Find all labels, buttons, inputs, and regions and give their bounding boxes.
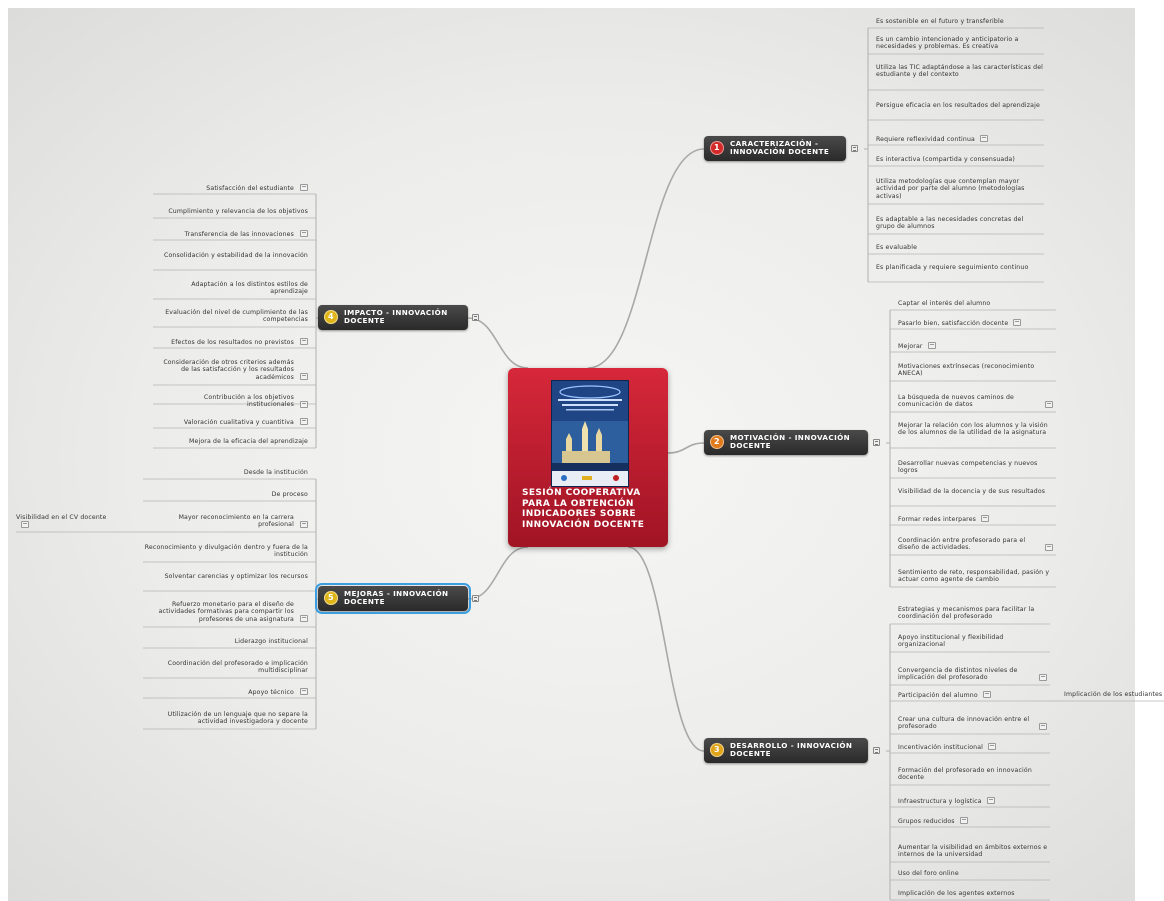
subtopic[interactable]: [876, 102, 1044, 109]
branch-desarrollo[interactable]: [704, 738, 868, 763]
subtopic[interactable]: [898, 300, 1056, 307]
subtopic[interactable]: [143, 469, 308, 476]
subtopic-label: Uso del foro online: [898, 870, 959, 877]
central-topic[interactable]: [508, 368, 668, 547]
subtopic[interactable]: [143, 514, 308, 529]
subtopic-label: Es adaptable a las necesidades concretas del grupo de alumnos: [876, 216, 1024, 231]
branch-connector: [468, 318, 528, 368]
subtopic[interactable]: [898, 460, 1056, 475]
note-icon[interactable]: [300, 418, 308, 425]
subtopic[interactable]: [898, 569, 1056, 584]
branch-connector: [668, 443, 704, 453]
subtopic-label: Utiliza las TIC adaptándose a las características del estudiante y del contexto: [876, 64, 1044, 79]
subtopic[interactable]: [898, 667, 1050, 682]
subtopic[interactable]: [898, 844, 1050, 859]
subtopic-label: Satisfacción del estudiante: [206, 184, 294, 192]
subtopic-label: Crear una cultura de innovación entre el profesorado: [898, 716, 1030, 731]
collapse-toggle-icon[interactable]: [472, 595, 479, 602]
subtopic-label: Adaptación a los distintos estilos de aprendizaje: [191, 281, 308, 296]
sub-subtopic-label: Visibilidad en el CV docente: [16, 514, 107, 521]
branch-label: MOTIVACIÓN - INNOVACIÓN DOCENTE: [730, 433, 851, 451]
subtopic-label: Coordinación del profesorado e implicación multidisciplinar: [167, 660, 308, 675]
subtopic-label: Formar redes interpares: [898, 515, 977, 523]
branch-connector: [588, 149, 704, 368]
branch-connector: [468, 547, 528, 599]
subtopic[interactable]: [898, 817, 1050, 825]
subtopic[interactable]: [876, 264, 1044, 271]
subtopic-label: Liderazgo institucional: [234, 638, 308, 645]
subtopic[interactable]: [898, 743, 1050, 751]
subtopic[interactable]: [876, 216, 1044, 231]
subtopic[interactable]: [143, 688, 308, 696]
subtopic[interactable]: [153, 418, 308, 426]
priority-4-icon: 4: [324, 310, 338, 324]
subtopic[interactable]: [153, 438, 308, 445]
subtopic-label: Solventar carencias y optimizar los recursos: [164, 573, 308, 580]
subtopic[interactable]: [153, 309, 308, 324]
subtopic[interactable]: [898, 606, 1050, 621]
subtopic[interactable]: [898, 422, 1056, 437]
priority-5-icon: 5: [324, 591, 338, 605]
subtopic-label: Incentivación institucional: [898, 743, 984, 751]
branch-connector: [628, 547, 704, 751]
subtopic-label: De proceso: [271, 491, 308, 498]
collapse-toggle-icon[interactable]: [472, 314, 479, 321]
conference-poster-image: [551, 380, 629, 487]
subtopic-label: Coordinación entre profesorado para el diseño de actividades.: [898, 537, 1026, 552]
subtopic[interactable]: [143, 573, 308, 580]
subtopic[interactable]: [153, 281, 308, 296]
subtopic-label: Apoyo institucional y flexibilidad organizacional: [898, 634, 1004, 649]
subtopic[interactable]: [153, 230, 308, 238]
subtopic[interactable]: [898, 342, 1056, 350]
subtopic[interactable]: [876, 244, 1044, 251]
note-icon[interactable]: [21, 521, 29, 528]
branch-mejoras[interactable]: [318, 586, 468, 611]
subtopic[interactable]: [898, 319, 1056, 327]
subtopic-label: Consolidación y estabilidad de la innovación: [164, 252, 308, 259]
subtopic[interactable]: [898, 691, 1050, 699]
note-icon[interactable]: [1045, 544, 1053, 551]
sub-subtopic[interactable]: [1064, 691, 1164, 698]
subtopic-label: Apoyo técnico: [248, 688, 294, 696]
priority-2-icon: 2: [710, 435, 724, 449]
subtopic[interactable]: [898, 537, 1056, 552]
subtopic-label: Mejora de la eficacia del aprendizaje: [189, 438, 308, 445]
subtopic[interactable]: [898, 716, 1050, 731]
subtopic[interactable]: [898, 890, 1050, 897]
note-icon[interactable]: [300, 521, 308, 528]
subtopic[interactable]: [876, 178, 1044, 200]
subtopic-label: Efectos de los resultados no previstos: [171, 338, 294, 346]
branch-label: IMPACTO - INNOVACIÓN DOCENTE: [344, 308, 448, 326]
poster-art: [552, 381, 628, 486]
subtopic-label: Requiere reflexividad continua: [876, 135, 975, 143]
note-icon[interactable]: [300, 338, 308, 345]
subtopic-label: Persigue eficacia en los resultados del aprendizaje: [876, 102, 1040, 109]
subtopic-label: Evaluación del nivel de cumplimiento de las competencias: [165, 309, 308, 324]
note-icon[interactable]: [988, 743, 996, 750]
subtopic[interactable]: [143, 601, 308, 623]
note-icon[interactable]: [980, 135, 988, 142]
branch-label: DESARROLLO - INNOVACIÓN DOCENTE: [730, 741, 853, 759]
subtopic-label: Es interactiva (compartida y consensuada): [876, 156, 1015, 163]
collapse-toggle-icon[interactable]: [873, 747, 880, 754]
subtopic-label: Infraestructura y logística: [898, 797, 982, 805]
subtopic-label: Convergencia de distintos niveles de implicación del profesorado: [898, 667, 1018, 682]
priority-3-icon: 3: [710, 743, 724, 757]
subtopic[interactable]: [153, 252, 308, 259]
subtopic-label: Aumentar la visibilidad en ámbitos externos e internos de la universidad: [898, 844, 1048, 859]
subtopic-label: Grupos reducidos: [898, 817, 955, 825]
central-topic-title: SESIÓN COOPERATIVA PARA LA OBTENCIÓN INDICADORES SOBRE INNOVACIÓN DOCENTE: [522, 488, 645, 530]
subtopic[interactable]: [143, 660, 308, 675]
subtopic[interactable]: [876, 135, 1044, 143]
note-icon[interactable]: [1045, 401, 1053, 408]
note-icon[interactable]: [300, 615, 308, 622]
subtopic[interactable]: [898, 797, 1050, 805]
subtopic[interactable]: [876, 156, 1044, 163]
subtopic[interactable]: [898, 767, 1050, 782]
subtopic[interactable]: [898, 515, 1056, 523]
subtopic-label: Cumplimiento y relevancia de los objetivos: [168, 208, 308, 215]
subtopic-label: Sentimiento de reto, responsabilidad, pasión y actuar como agente de cambio: [898, 569, 1050, 584]
collapse-toggle-icon[interactable]: [873, 439, 880, 446]
subtopic-label: Es un cambio intencionado y anticipatorio a necesidades y problemas. Es creativa: [876, 36, 1019, 51]
subtopic[interactable]: [876, 18, 1044, 25]
subtopic[interactable]: [143, 491, 308, 498]
subtopic-label: Motivaciones extrínsecas (reconocimiento ANECA): [898, 363, 1035, 378]
subtopic[interactable]: [143, 711, 308, 726]
subtopic-label: Desde la institución: [243, 469, 308, 476]
subtopic[interactable]: [898, 394, 1056, 409]
subtopic[interactable]: [898, 870, 1050, 877]
subtopic-label: Refuerzo monetario para el diseño de actividades formativas para compartir los profesores de una asignatura: [158, 601, 294, 623]
branch-label: MEJORAS - INNOVACIÓN DOCENTE: [344, 589, 449, 607]
subtopic[interactable]: [143, 544, 308, 559]
sub-subtopic[interactable]: [16, 514, 116, 529]
note-icon[interactable]: [981, 515, 989, 522]
subtopic-label: Mejorar: [898, 342, 923, 350]
subtopic-label: Formación del profesorado en innovación docente: [898, 767, 1032, 782]
subtopic-label: Desarrollar nuevas competencias y nuevos logros: [898, 460, 1038, 475]
note-icon[interactable]: [928, 342, 936, 349]
subtopic[interactable]: [876, 36, 1044, 51]
note-icon[interactable]: [1039, 723, 1047, 730]
subtopic[interactable]: [153, 338, 308, 346]
note-icon[interactable]: [987, 797, 995, 804]
subtopic[interactable]: [898, 363, 1056, 378]
note-icon[interactable]: [960, 817, 968, 824]
subtopic[interactable]: [153, 184, 308, 192]
subtopic-label: Captar el interés del alumno: [898, 300, 991, 307]
subtopic-label: Mayor reconocimiento en la carrera profesional: [178, 514, 294, 529]
branch-impacto[interactable]: [318, 305, 468, 330]
note-icon[interactable]: [300, 401, 308, 408]
subtopic-label: Valoración cualitativa y cuantitiva: [183, 418, 294, 426]
subtopic-label: Mejorar la relación con los alumnos y la visión de los alumnos de la utilidad de la asignatura: [898, 422, 1048, 437]
subtopic-label: Estrategias y mecanismos para facilitar la coordinación del profesorado: [898, 606, 1035, 621]
branch-label: CARACTERIZACIÓN - INNOVACIÓN DOCENTE: [730, 139, 830, 157]
subtopic-label: Visibilidad de la docencia y de sus resultados: [898, 488, 1046, 495]
branch-caracterizacion[interactable]: [704, 136, 846, 161]
sub-subtopic-label: Implicación de los estudiantes: [1064, 691, 1163, 698]
subtopic-label: Es planificada y requiere seguimiento continuo: [876, 264, 1029, 271]
note-icon[interactable]: [300, 230, 308, 237]
note-icon[interactable]: [1039, 674, 1047, 681]
subtopic-label: Consideración de otros criterios además de las satisfacción y los resultados académicos: [163, 359, 294, 381]
subtopic-label: Utiliza metodologías que contemplan mayor actividad por parte del alumno (metodologías activas): [876, 178, 1025, 200]
mind-map-canvas[interactable]: [8, 8, 1163, 901]
subtopic-label: Contribución a los objetivos institucionales: [203, 394, 294, 409]
note-icon[interactable]: [983, 691, 991, 698]
subtopic[interactable]: [153, 359, 308, 381]
collapse-toggle-icon[interactable]: [851, 145, 858, 152]
subtopic[interactable]: [898, 634, 1050, 649]
note-icon[interactable]: [300, 184, 308, 191]
subtopic-label: La búsqueda de nuevos caminos de comunicación de datos: [898, 394, 1014, 409]
subtopic-label: Es evaluable: [876, 244, 918, 251]
subtopic-label: Reconocimiento y divulgación dentro y fuera de la institución: [144, 544, 308, 559]
subtopic-label: Participación del alumno: [898, 691, 978, 699]
subtopic[interactable]: [876, 64, 1044, 79]
subtopic-label: Es sostenible en el futuro y transferible: [876, 18, 1004, 25]
subtopic[interactable]: [153, 394, 308, 409]
note-icon[interactable]: [1013, 319, 1021, 326]
note-icon[interactable]: [300, 373, 308, 380]
priority-1-icon: 1: [710, 141, 724, 155]
subtopic[interactable]: [153, 208, 308, 215]
branch-motivacion[interactable]: [704, 430, 868, 455]
subtopic-label: Transferencia de las innovaciones: [184, 230, 294, 238]
subtopic-label: Utilización de un lenguaje que no separe la actividad investigadora y docente: [167, 711, 308, 726]
note-icon[interactable]: [300, 688, 308, 695]
subtopic-label: Implicación de los agentes externos: [898, 890, 1015, 897]
subtopic[interactable]: [898, 488, 1056, 495]
subtopic-label: Pasarlo bien, satisfacción docente: [898, 319, 1009, 327]
subtopic[interactable]: [143, 638, 308, 645]
